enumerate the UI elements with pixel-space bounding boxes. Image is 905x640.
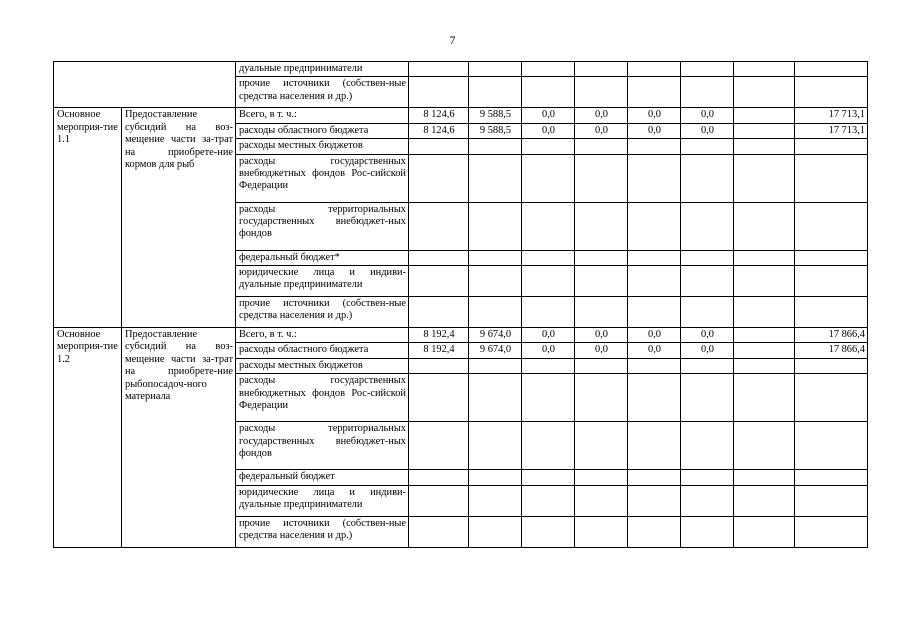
value-cell: 0,0: [628, 343, 681, 358]
value-cell: [575, 470, 628, 485]
value-cell: [522, 202, 575, 250]
total-cell: [795, 374, 868, 422]
value-cell: [628, 297, 681, 328]
value-cell: [575, 374, 628, 422]
value-cell: 0,0: [628, 108, 681, 123]
value-cell: [575, 297, 628, 328]
value-cell: [575, 139, 628, 154]
funding-source-cell: расходы государственных внебюджетных фондов Рос-сийской Федерации: [236, 154, 409, 202]
funding-source-cell: дуальные предприниматели: [236, 62, 409, 77]
value-cell: [628, 202, 681, 250]
value-cell: [575, 250, 628, 265]
value-cell: [628, 422, 681, 470]
total-cell: [795, 266, 868, 297]
funding-source-cell: расходы государственных внебюджетных фондов Рос-сийской Федерации: [236, 374, 409, 422]
value-cell: [522, 374, 575, 422]
value-cell: [628, 250, 681, 265]
funding-source-cell: юридические лица и индиви-дуальные предприниматели: [236, 266, 409, 297]
value-cell: [681, 202, 734, 250]
value-cell: [734, 123, 795, 138]
value-cell: [734, 343, 795, 358]
value-cell: 0,0: [522, 328, 575, 343]
value-cell: [522, 154, 575, 202]
value-cell: [734, 202, 795, 250]
funding-source-cell: прочие источники (собствен-ные средства населения и др.): [236, 77, 409, 108]
value-cell: [628, 470, 681, 485]
activity-name-cell: Основное мероприя-тие 1.2: [54, 328, 122, 548]
value-cell: 0,0: [575, 343, 628, 358]
value-cell: [575, 422, 628, 470]
value-cell: [522, 139, 575, 154]
value-cell: 0,0: [628, 123, 681, 138]
value-cell: [681, 297, 734, 328]
value-cell: [628, 358, 681, 373]
value-cell: [575, 358, 628, 373]
value-cell: [469, 470, 522, 485]
funding-source-cell: прочие источники (собствен-ные средства населения и др.): [236, 297, 409, 328]
value-cell: [469, 154, 522, 202]
value-cell: [734, 62, 795, 77]
value-cell: [734, 422, 795, 470]
value-cell: 0,0: [575, 108, 628, 123]
value-cell: [575, 516, 628, 547]
value-cell: [628, 374, 681, 422]
value-cell: [734, 485, 795, 516]
funding-source-cell: расходы территориальных государственных внебюджет-ных фондов: [236, 202, 409, 250]
value-cell: 0,0: [522, 343, 575, 358]
value-cell: [681, 470, 734, 485]
total-cell: 17 866,4: [795, 328, 868, 343]
value-cell: [681, 62, 734, 77]
value-cell: 9 588,5: [469, 123, 522, 138]
total-cell: 17 713,1: [795, 108, 868, 123]
activity-description-cell: Предоставление субсидий на воз-мещение части за-трат на приобрете-ние рыбопосадоч-ного материала: [122, 328, 236, 548]
total-cell: [795, 77, 868, 108]
total-cell: [795, 358, 868, 373]
value-cell: [469, 422, 522, 470]
value-cell: [409, 358, 469, 373]
activity-description-cell: Предоставление субсидий на воз-мещение части за-трат на приобрете-ние кормов для рыб: [122, 108, 236, 328]
total-cell: [795, 516, 868, 547]
table-row: [54, 62, 868, 77]
value-cell: [409, 202, 469, 250]
value-cell: 8 124,6: [409, 108, 469, 123]
value-cell: [734, 266, 795, 297]
value-cell: [409, 154, 469, 202]
value-cell: [734, 139, 795, 154]
value-cell: [681, 358, 734, 373]
value-cell: [469, 62, 522, 77]
funding-source-cell: юридические лица и индиви-дуальные предприниматели: [236, 485, 409, 516]
value-cell: [681, 77, 734, 108]
funding-source-cell: федеральный бюджет*: [236, 250, 409, 265]
value-cell: [681, 485, 734, 516]
funding-source-cell: расходы территориальных государственных внебюджет-ных фондов: [236, 422, 409, 470]
table-row: [54, 108, 868, 123]
value-cell: [409, 77, 469, 108]
value-cell: [522, 422, 575, 470]
value-cell: [628, 154, 681, 202]
value-cell: 0,0: [681, 328, 734, 343]
value-cell: [575, 77, 628, 108]
value-cell: [522, 358, 575, 373]
value-cell: [734, 516, 795, 547]
value-cell: [681, 250, 734, 265]
value-cell: 0,0: [681, 108, 734, 123]
value-cell: [469, 202, 522, 250]
value-cell: [575, 62, 628, 77]
value-cell: [409, 139, 469, 154]
table-body: [54, 62, 868, 548]
value-cell: [628, 77, 681, 108]
value-cell: 8 124,6: [409, 123, 469, 138]
page-number: 7: [449, 33, 456, 47]
value-cell: [734, 108, 795, 123]
total-cell: 17 713,1: [795, 123, 868, 138]
value-cell: [522, 266, 575, 297]
value-cell: [469, 516, 522, 547]
total-cell: [795, 139, 868, 154]
value-cell: [734, 297, 795, 328]
value-cell: [522, 470, 575, 485]
value-cell: [469, 297, 522, 328]
funding-source-cell: Всего, в т. ч.:: [236, 328, 409, 343]
value-cell: [734, 470, 795, 485]
funding-source-cell: федеральный бюджет: [236, 470, 409, 485]
value-cell: [628, 485, 681, 516]
value-cell: 9 588,5: [469, 108, 522, 123]
value-cell: [409, 485, 469, 516]
value-cell: [469, 358, 522, 373]
total-cell: [795, 202, 868, 250]
funding-source-cell: прочие источники (собствен-ные средства населения и др.): [236, 516, 409, 547]
value-cell: [409, 62, 469, 77]
value-cell: [734, 374, 795, 422]
value-cell: [681, 266, 734, 297]
value-cell: 9 674,0: [469, 343, 522, 358]
value-cell: 0,0: [681, 343, 734, 358]
value-cell: [575, 485, 628, 516]
total-cell: [795, 154, 868, 202]
value-cell: 0,0: [575, 123, 628, 138]
total-cell: [795, 250, 868, 265]
value-cell: [469, 250, 522, 265]
funding-source-cell: расходы местных бюджетов: [236, 358, 409, 373]
value-cell: 8 192,4: [409, 328, 469, 343]
funding-source-cell: расходы местных бюджетов: [236, 139, 409, 154]
value-cell: [628, 266, 681, 297]
value-cell: [409, 250, 469, 265]
value-cell: 0,0: [575, 328, 628, 343]
table-row: [54, 328, 868, 343]
value-cell: [522, 485, 575, 516]
value-cell: [734, 328, 795, 343]
funding-source-cell: расходы областного бюджета: [236, 343, 409, 358]
total-cell: [795, 470, 868, 485]
value-cell: [575, 266, 628, 297]
value-cell: [734, 77, 795, 108]
value-cell: [409, 516, 469, 547]
total-cell: [795, 297, 868, 328]
value-cell: [469, 485, 522, 516]
value-cell: [734, 154, 795, 202]
value-cell: 0,0: [522, 108, 575, 123]
total-cell: [795, 62, 868, 77]
value-cell: [575, 154, 628, 202]
value-cell: 9 674,0: [469, 328, 522, 343]
value-cell: [469, 77, 522, 108]
value-cell: [522, 62, 575, 77]
activity-name-cell: Основное мероприя-тие 1.1: [54, 108, 122, 328]
value-cell: [522, 77, 575, 108]
value-cell: [522, 516, 575, 547]
value-cell: [409, 266, 469, 297]
value-cell: [409, 422, 469, 470]
continued-name-cell: [54, 62, 236, 108]
value-cell: [469, 374, 522, 422]
value-cell: 0,0: [681, 123, 734, 138]
value-cell: [628, 62, 681, 77]
funding-source-cell: Всего, в т. ч.:: [236, 108, 409, 123]
value-cell: [681, 139, 734, 154]
value-cell: [409, 297, 469, 328]
total-cell: [795, 422, 868, 470]
total-cell: 17 866,4: [795, 343, 868, 358]
funding-source-cell: расходы областного бюджета: [236, 123, 409, 138]
value-cell: 8 192,4: [409, 343, 469, 358]
value-cell: [681, 154, 734, 202]
value-cell: [734, 250, 795, 265]
value-cell: [681, 422, 734, 470]
value-cell: [469, 139, 522, 154]
value-cell: 0,0: [628, 328, 681, 343]
value-cell: [469, 266, 522, 297]
program-funding-table: [53, 61, 868, 548]
value-cell: [409, 374, 469, 422]
value-cell: [522, 250, 575, 265]
value-cell: [681, 516, 734, 547]
value-cell: [734, 358, 795, 373]
value-cell: [575, 202, 628, 250]
value-cell: [628, 516, 681, 547]
value-cell: [522, 297, 575, 328]
value-cell: 0,0: [522, 123, 575, 138]
value-cell: [628, 139, 681, 154]
value-cell: [409, 470, 469, 485]
value-cell: [681, 374, 734, 422]
total-cell: [795, 485, 868, 516]
